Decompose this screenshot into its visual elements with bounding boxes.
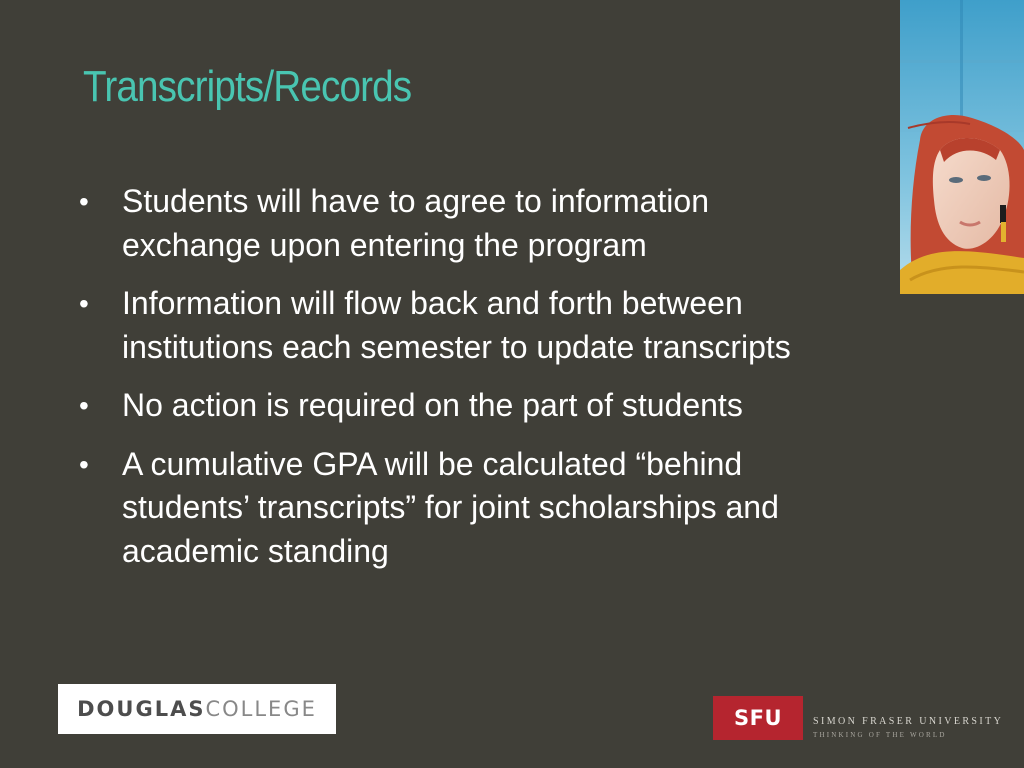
douglas-logo-light: COLLEGE: [205, 697, 317, 721]
bullet-marker: •: [79, 390, 89, 421]
bullet-item: [76, 180, 846, 267]
bullet-list: [76, 180, 846, 588]
sfu-logo-name: SIMON FRASER UNIVERSITY: [813, 716, 1004, 727]
bullet-text: No action is required on the part of students: [122, 387, 743, 423]
bullet-marker: •: [79, 448, 89, 480]
bullet-item: [76, 282, 846, 369]
sfu-logo-tagline: THINKING OF THE WORLD: [813, 731, 947, 739]
slide-title: Transcripts/Records: [83, 62, 412, 111]
bullet-marker: •: [79, 288, 89, 319]
douglas-logo-bold: DOUGLAS: [77, 697, 206, 721]
woman-photo: [900, 0, 1024, 294]
woman-looking-up-photo-icon: [900, 0, 1024, 294]
bullet-text: Information will flow back and forth between institutions each semester to update transcripts: [122, 285, 791, 365]
sfu-logo-mark: SFU: [713, 696, 803, 740]
bullet-marker: •: [79, 186, 89, 217]
bullet-item: [76, 443, 846, 574]
bullet-text: Students will have to agree to information exchange upon entering the program: [122, 183, 709, 263]
bullet-text: A cumulative GPA will be calculated “behind students’ transcripts” for joint scholarships and academic standing: [122, 445, 779, 569]
bullet-item: [76, 384, 846, 428]
douglas-college-logo: [58, 684, 336, 734]
